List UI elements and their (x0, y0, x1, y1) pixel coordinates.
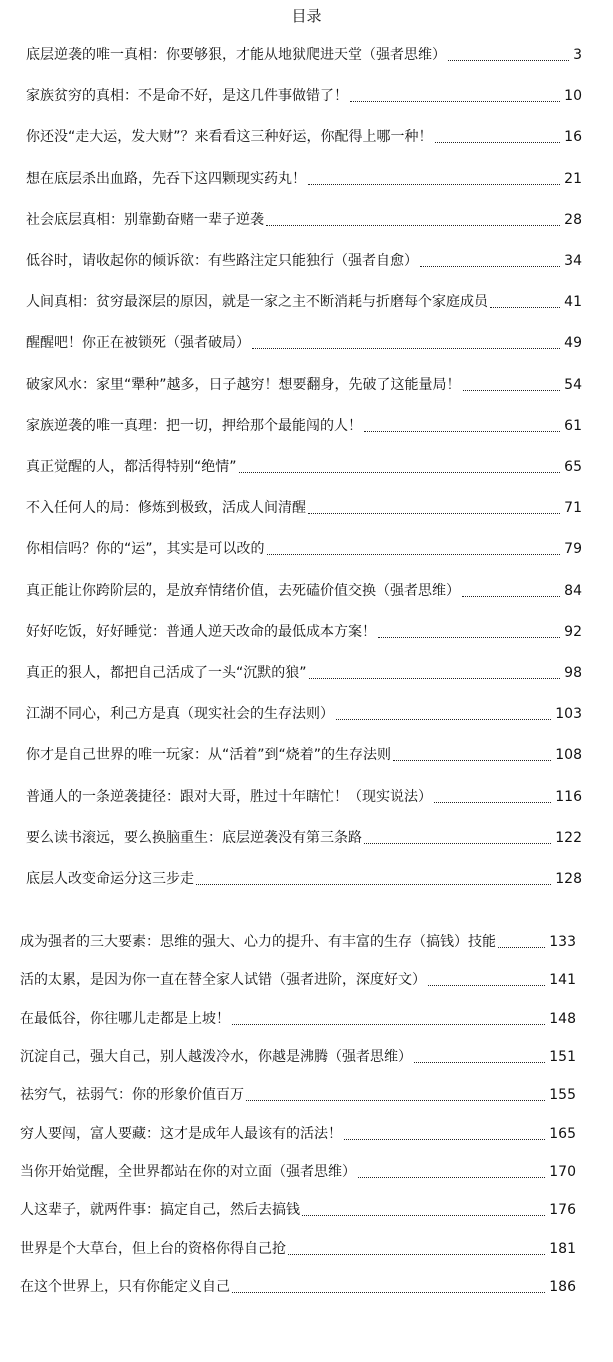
toc-entry-page-number: 181 (549, 1241, 576, 1257)
toc-entry[interactable] (20, 1084, 576, 1106)
toc-entry-page-number: 71 (564, 500, 582, 516)
toc-entry[interactable] (20, 931, 576, 953)
dot-leader (433, 126, 563, 148)
dot-leader (446, 44, 571, 66)
toc-entry-page-number: 3 (573, 47, 582, 63)
toc-entry[interactable] (26, 415, 582, 437)
toc-entry-title: 低谷时，请收起你的倾诉欲：有些路注定只能独行（强者自愈） (26, 253, 418, 269)
dot-leader (432, 786, 553, 808)
toc-entry-page-number: 61 (564, 418, 582, 434)
toc-entry-page-number: 54 (564, 377, 582, 393)
toc-entry-page-number: 16 (564, 129, 582, 145)
toc-entry-title: 好好吃饭，好好睡觉：普通人逆天改命的最低成本方案！ (26, 624, 376, 640)
toc-entry-title: 家族逆袭的唯一真理：把一切，押给那个最能闯的人！ (26, 418, 362, 434)
dot-leader (307, 662, 563, 684)
toc-entry-title: 底层人改变命运分这三步走 (26, 871, 194, 887)
toc-entry[interactable] (26, 703, 582, 725)
dot-leader (460, 580, 562, 602)
toc-entry[interactable] (26, 85, 582, 107)
toc-entry[interactable] (26, 291, 582, 313)
toc-entry-title: 不入任何人的局：修炼到极致，活成人间清醒 (26, 500, 306, 516)
dot-leader (286, 1238, 547, 1260)
toc-entry-title: 沉淀自己，强大自己，别人越泼冷水，你越是沸腾（强者思维） (20, 1049, 412, 1065)
toc-entry-page-number: 92 (564, 624, 582, 640)
dot-leader (194, 868, 553, 890)
toc-entry[interactable] (26, 580, 582, 602)
toc-entry[interactable] (20, 1123, 576, 1145)
toc-entry[interactable] (20, 1276, 576, 1298)
toc-entry-page-number: 151 (549, 1049, 576, 1065)
toc-entry-page-number: 41 (564, 294, 582, 310)
toc-entry[interactable] (26, 497, 582, 519)
toc-entry[interactable] (26, 332, 582, 354)
toc-entry[interactable] (26, 44, 582, 66)
toc-entry-page-number: 10 (564, 88, 582, 104)
dot-leader (412, 1046, 547, 1068)
toc-entry[interactable] (20, 1199, 576, 1221)
toc-entry-page-number: 148 (549, 1011, 576, 1027)
dot-leader (362, 415, 562, 437)
toc-entry[interactable] (26, 250, 582, 272)
dot-leader (300, 1199, 547, 1221)
toc-entry-title: 醒醒吧！你正在被锁死（强者破局） (26, 335, 250, 351)
toc-entry[interactable] (26, 209, 582, 231)
toc-entry-title: 活的太累，是因为你一直在替全家人试错（强者进阶，深度好文） (20, 972, 426, 988)
dot-leader (418, 250, 562, 272)
toc-entry-title: 家族贫穷的真相：不是命不好，是这几件事做错了！ (26, 88, 348, 104)
dot-leader (264, 209, 562, 231)
dot-leader (488, 291, 562, 313)
toc-entry[interactable] (20, 1161, 576, 1183)
dot-leader (250, 332, 562, 354)
dot-leader (356, 1161, 547, 1183)
toc-entry-title: 底层逆袭的唯一真相：你要够狠，才能从地狱爬进天堂（强者思维） (26, 47, 446, 63)
dot-leader (496, 931, 547, 953)
toc-entry-title: 你才是自己世界的唯一玩家：从“活着”到“烧着”的生存法则 (26, 747, 392, 763)
toc-entry-title: 祛穷气，祛弱气：你的形象价值百万 (20, 1087, 244, 1103)
toc-entry-title: 真正能让你跨阶层的，是放弃情绪价值，去死磕价值交换（强者思维） (26, 583, 460, 599)
toc-entry-title: 人间真相：贫穷最深层的原因，就是一家之主不断消耗与折磨每个家庭成员 (26, 294, 488, 310)
dot-leader (230, 1276, 547, 1298)
dot-leader (426, 969, 547, 991)
toc-entry-page-number: 170 (549, 1164, 576, 1180)
toc-entry-title: 想在底层杀出血路，先吞下这四颗现实药丸！ (26, 171, 306, 187)
toc-entry-title: 当你开始觉醒，全世界都站在你的对立面（强者思维） (20, 1164, 356, 1180)
toc-entry-title: 要么读书滚远，要么换脑重生：底层逆袭没有第三条路 (26, 830, 362, 846)
dot-leader (230, 1008, 547, 1030)
toc-entry-page-number: 155 (549, 1087, 576, 1103)
toc-entry-page-number: 176 (549, 1202, 576, 1218)
toc-entry-page-number: 65 (564, 459, 582, 475)
toc-entry[interactable] (26, 456, 582, 478)
toc-entry-title: 社会底层真相：别靠勤奋赌一辈子逆袭 (26, 212, 264, 228)
toc-entry[interactable] (26, 621, 582, 643)
toc-entry[interactable] (26, 827, 582, 849)
toc-entry-title: 你相信吗？你的“运”，其实是可以改的 (26, 541, 265, 557)
toc-entry[interactable] (20, 969, 576, 991)
toc-entry-page-number: 165 (549, 1126, 576, 1142)
toc-entry-page-number: 103 (555, 706, 582, 722)
dot-leader (265, 538, 563, 560)
dot-leader (244, 1084, 547, 1106)
toc-entry[interactable] (26, 744, 582, 766)
dot-leader (306, 497, 562, 519)
toc-entry-title: 穷人要闯，富人要藏：这才是成年人最该有的活法！ (20, 1126, 342, 1142)
toc-entry[interactable] (20, 1008, 576, 1030)
toc-entry-page-number: 49 (564, 335, 582, 351)
toc-entry-page-number: 108 (555, 747, 582, 763)
toc-entry-page-number: 186 (549, 1279, 576, 1295)
toc-entry-page-number: 79 (564, 541, 582, 557)
dot-leader (376, 621, 562, 643)
dot-leader (362, 827, 553, 849)
toc-entry-page-number: 128 (555, 871, 582, 887)
dot-leader (342, 1123, 547, 1145)
toc-entry-page-number: 133 (549, 934, 576, 950)
toc-entry[interactable] (26, 374, 582, 396)
toc-entry-page-number: 34 (564, 253, 582, 269)
toc-entry[interactable] (26, 168, 582, 190)
toc-entry-title: 成为强者的三大要素：思维的强大、心力的提升、有丰富的生存（搞钱）技能 (20, 934, 496, 950)
toc-entry-title: 世界是个大草台，但上台的资格你得自己抢 (20, 1241, 286, 1257)
toc-entry-page-number: 116 (555, 789, 582, 805)
toc-entry-page-number: 98 (564, 665, 582, 681)
toc-entry[interactable] (20, 1046, 576, 1068)
toc-entry-page-number: 122 (555, 830, 582, 846)
toc-entry-page-number: 84 (564, 583, 582, 599)
toc-entry[interactable] (26, 538, 582, 560)
dot-leader (237, 456, 563, 478)
toc-entry-title: 你还没“走大运，发大财”？来看看这三种好运，你配得上哪一种！ (26, 129, 433, 145)
toc-title: 目录 (291, 7, 322, 25)
toc-entry[interactable] (26, 786, 582, 808)
toc-entry-title: 普通人的一条逆袭捷径：跟对大哥，胜过十年瞎忙！（现实说法） (26, 789, 432, 805)
toc-entry-title: 破家风水：家里“犟种”越多，日子越穷！想要翻身，先破了这能量局！ (26, 377, 461, 393)
toc-entry[interactable] (26, 126, 582, 148)
toc-entry-title: 人这辈子，就两件事：搞定自己，然后去搞钱 (20, 1202, 300, 1218)
toc-entry-title: 在最低谷，你往哪儿走都是上坡！ (20, 1011, 230, 1027)
toc-entry[interactable] (26, 662, 582, 684)
toc-entry[interactable] (26, 868, 582, 890)
dot-leader (348, 85, 562, 107)
toc-entry[interactable] (20, 1238, 576, 1260)
dot-leader (306, 168, 562, 190)
toc-entry-page-number: 28 (564, 212, 582, 228)
toc-entry-page-number: 21 (564, 171, 582, 187)
toc-entry-title: 真正的狠人，都把自己活成了一头“沉默的狼” (26, 665, 307, 681)
toc-entry-title: 真正觉醒的人，都活得特别“绝情” (26, 459, 237, 475)
dot-leader (334, 703, 553, 725)
toc-entry-title: 江湖不同心，利己方是真（现实社会的生存法则） (26, 706, 334, 722)
dot-leader (461, 374, 563, 396)
dot-leader (391, 744, 553, 766)
toc-entry-title: 在这个世界上，只有你能定义自己 (20, 1279, 230, 1295)
toc-entry-page-number: 141 (549, 972, 576, 988)
